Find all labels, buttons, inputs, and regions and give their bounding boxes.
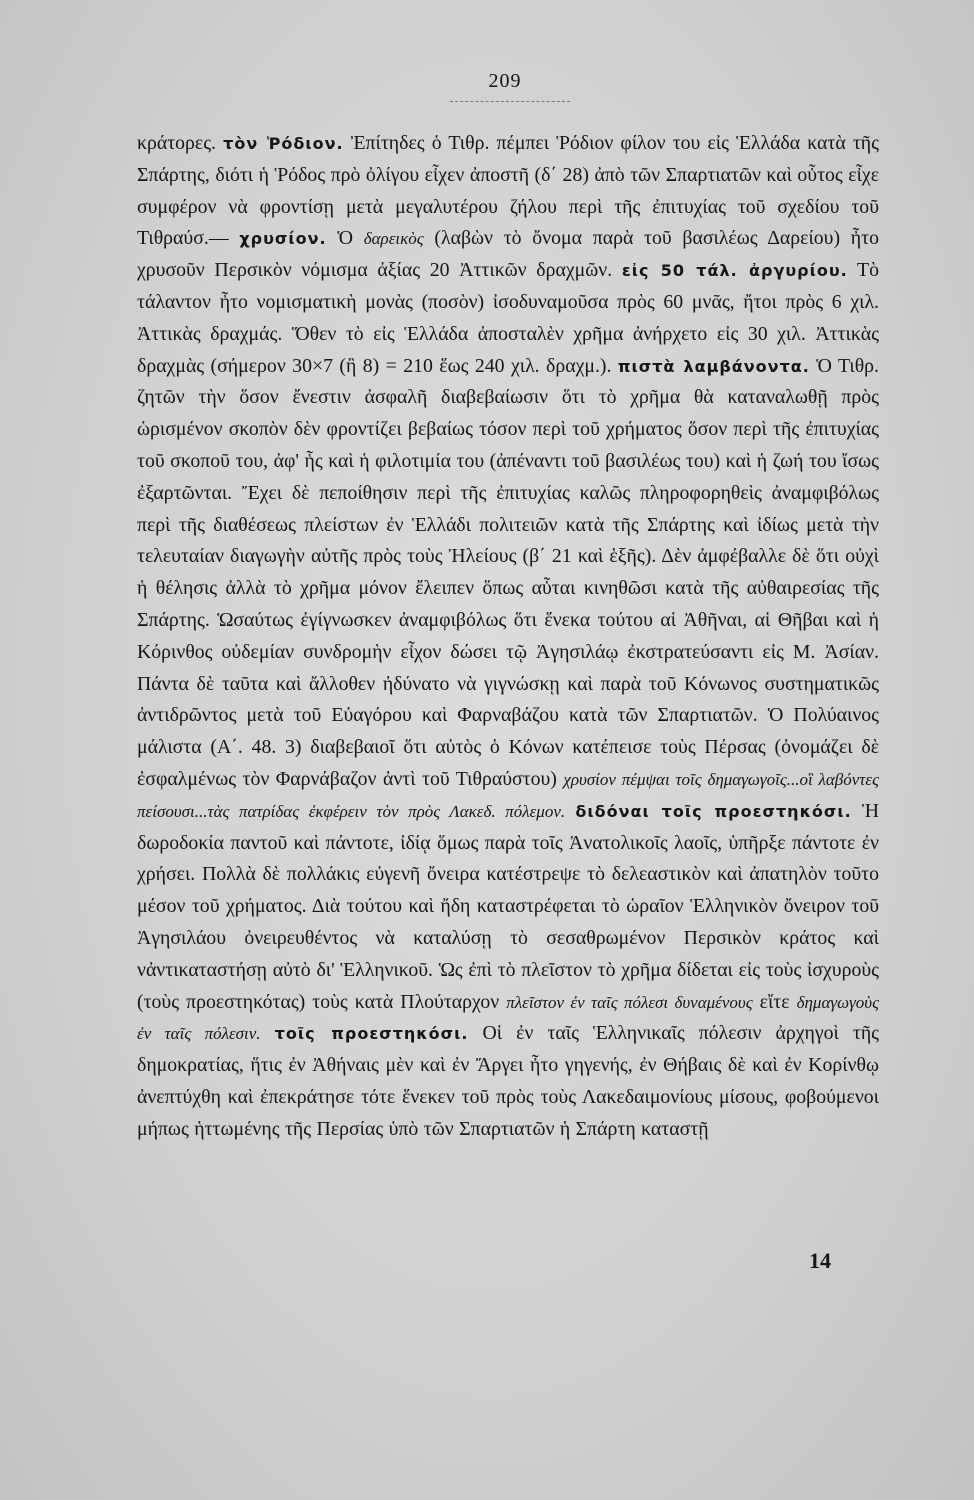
italic-quote: δημαγωγοὺς ἐν ταῖς πόλεσιν.	[137, 992, 879, 1044]
text-run: κράτορες.	[137, 132, 216, 154]
text-run: Ὁ	[337, 227, 353, 250]
lemma-heading: εἰς 50 τάλ. ἀργυρίου.	[621, 261, 848, 281]
lemma-heading: τοῖς προεστηκόσι.	[274, 1024, 469, 1044]
italic-term: δαρεικὸς	[363, 229, 424, 249]
page-number: 209	[488, 70, 522, 92]
lemma-heading: τὸν Ῥόδιον.	[223, 134, 344, 153]
text-run: Τὸ τάλαντον ἦτο νομισματικὴ μονὰς (ποσὸν) ἰσοδυναμοῦσα πρὸς 60 μνᾶς, ἤτοι πρὸς 6 χιλ. Ἀττικὰς δραχμάς. Ὅθεν τὸ εἰς Ἑλλάδα ἀποσταλὲν χρῆμα ἀνήρχετο εἰς 30 χιλ. Ἀττικὰς δραχμὰς (σήμερον 30×7 (ἢ 8) = 210 ἕως 240 χιλ. δραχμ.).	[137, 259, 880, 377]
signature-mark: 14	[809, 1248, 831, 1273]
lemma-heading: χρυσίον.	[239, 229, 327, 249]
text-run: Ἐπίτηδες ὁ Τιθρ. πέμπει Ῥόδιον φίλον του εἰς Ἑλλάδα κατὰ τῆς Σπάρτης, διότι ἡ Ῥόδος πρὸ ὀλίγου εἶχεν ἀποστῆ (δ΄ 28) ἀπὸ τῶν Σπαρτιατῶν καὶ οὗτος εἶχε συμφέρον νὰ φροντίσῃ μετὰ μεγαλυτέρου ζήλου περὶ τῆς ἐπιτυχίας τοῦ σχεδίου τοῦ Τιθραύσ.—	[137, 132, 879, 250]
lemma-heading: πιστὰ λαμβάνοντα.	[617, 356, 810, 376]
commentary-text	[137, 128, 879, 1146]
text-run: Ὁ Τιθρ. ζητῶν τὴν ὅσον ἔνεστιν ἀσφαλῆ διαβεβαίωσιν ὅτι τὸ χρῆμα θὰ καταναλωθῇ πρὸς ὡρισμένον σκοπὸν δὲν φροντίζει βεβαίως τόσον περὶ τοῦ χρήματος ὅσον περὶ τῆς ἐπιτυχίας τοῦ σκοποῦ του, ἀφ' ἧς καὶ ἡ φιλοτιμία του (ἀπέναντι τοῦ βασιλέως του) καὶ ἡ ζωή του ἴσως ἐξαρτῶνται. Ἔχει δὲ πεποίθησιν περὶ τῆς ἐπιτυχίας καλῶς πληροφορηθεὶς ἀναμφιβόλως περὶ τῆς διαθέσεως πλείστων ἐν Ἑλλάδι πολιτειῶν κατὰ τῆς Σπάρτης καὶ ἰδίως μετὰ τὴν τελευταίαν διαγωγὴν αὐτῆς πρὸς τοὺς Ἠλείους (β΄ 21 καὶ ἑξῆς). Δὲν ἀμφέβαλλε δὲ ὅτι οὐχὶ ἡ θέλησις ἀλλὰ τὸ χρῆμα μόνον ἔλειπεν ὅπως αὗται κινηθῶσι κατὰ τῆς αὐθαιρεσίας τῆς Σπάρτης. Ὡσαύτως ἐγίγνωσκεν ἀναμφιβόλως ὅτι ἕνεκα τούτου αἱ Ἀθῆναι, αἱ Θῆβαι καὶ ἡ Κόρινθος οὐδεμίαν συνδρομὴν εἶχον δώσει τῷ Ἀγησιλάῳ ἐκστρατεύσαντι εἰς Μ. Ἀσίαν. Πάντα δὲ ταῦτα καὶ ἄλλοθεν ἠδύνατο νὰ γιγνώσκῃ καὶ παρὰ τοῦ Κόνωνος συστηματικῶς ἀντιδρῶντος μετὰ τοῦ Εὐαγόρου καὶ Φαρναβάζου κατὰ τῶν Σπαρτιατῶν. Ὁ Πολύαινος μάλιστα (Α΄. 48. 3) διαβεβαιοῖ ὅτι αὐτὸς ὁ Κόνων κατέπεισε τοὺς Πέρσας (ὀνομάζει δὲ ἐσφαλμένως τὸν Φαρνάβαζον ἀντὶ τοῦ Τιθραύστου)	[137, 354, 879, 790]
text-run: Οἱ ἐν ταῖς Ἑλληνικαῖς πόλεσιν ἀρχηγοὶ τῆς δημοκρατίας, ἥτις ἐν Ἀθήναις μὲν καὶ ἐν Ἄργει ἦτο γηγενής, ἐν Θήβαις δὲ καὶ ἐν Κορίνθῳ ἀνεπτύχθη καὶ ἐπεκράτησε τότε ἕνεκεν τοῦ πρὸς τοὺς Λακεδαιμονίους μίσους, φοβούμενοι μήπως ἡττωμένης τῆς Περσίας ὑπὸ τῶν Σπαρτιατῶν ἡ Σπάρτη καταστῇ	[137, 1022, 880, 1140]
header-rule	[450, 101, 570, 102]
lemma-heading: διδόναι τοῖς προεστηκόσι.	[575, 801, 852, 821]
italic-quote: χρυσίον πέμψαι τοῖς δημαγωγοῖς...οἳ λαβόντες πείσουσι...τὰς πατρίδας ἐκφέρειν τὸν πρὸς Λακεδ. πόλεμον.	[137, 769, 879, 821]
text-run: Ἡ δωροδοκία παντοῦ καὶ πάντοτε, ἰδίᾳ ὅμως παρὰ τοῖς Ἀνατολικοῖς λαοῖς, ὑπῆρξε πάντοτε ἐν χρήσει. Πολλὰ δὲ πολλάκις εὐγενῆ ὄνειρα κατέστρεψε τὸ δελεαστικὸν καὶ ἀπατηλὸν τοῦτο μέσον τοῦ χρήματος. Διὰ τούτου καὶ ἤδη καταστρέφεται τὸ ὡραῖον Ἑλληνικὸν ὄνειρον τοῦ Ἀγησιλάου ὀνειρευθέντος νὰ καταλύσῃ τὸ σεσαθρωμένον Περσικὸν κράτος καὶ νἀντικαταστήσῃ αὐτὸ δι' Ἑλληνικοῦ. Ὡς ἐπὶ τὸ πλεῖστον τὸ χρῆμα δίδεται εἰς τοὺς ἰσχυροὺς (τοὺς προεστηκότας) τοὺς κατὰ Πλούταρχον	[137, 799, 879, 1013]
italic-quote: πλεῖστον ἐν ταῖς πόλεσι δυναμένους	[506, 992, 753, 1012]
text-run: εἴτε	[759, 990, 790, 1013]
text-run: (λαβὼν τὸ ὄνομα παρὰ τοῦ βασιλέως Δαρείου) ἦτο χρυσοῦν Περσικὸν νόμισμα ἀξίας 20 Ἀττικῶν δραχμῶν.	[137, 227, 879, 282]
